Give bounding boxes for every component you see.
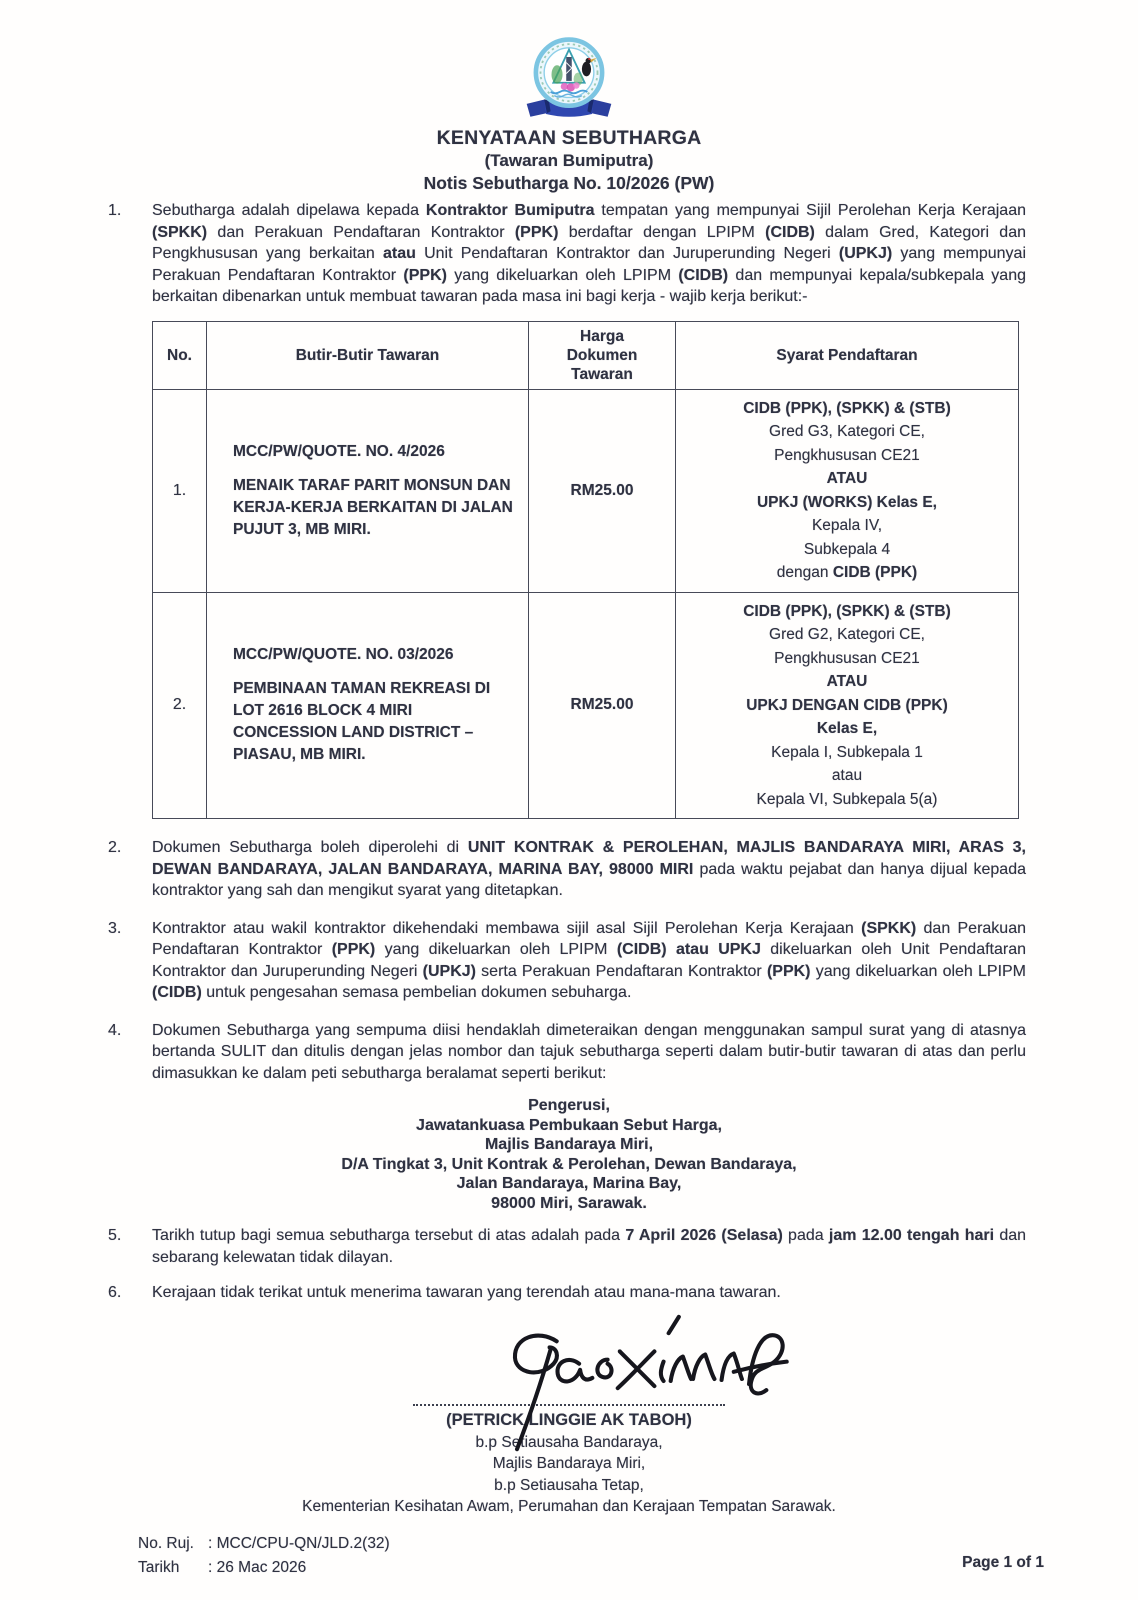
document-subtitle: (Tawaran Bumiputra) [484, 151, 654, 170]
quote-number: MCC/PW/QUOTE. NO. 03/2026 [233, 646, 454, 664]
signatory-title-line: Majlis Bandaraya Miri, [492, 1455, 646, 1472]
date-label: Tarikh [138, 1558, 180, 1576]
col-header-butir: Butir-Butir Tawaran [207, 321, 529, 389]
tender-details-cell [207, 389, 529, 592]
clause-text: Dokumen Sebutharga yang sempuma diisi hendaklah dimeteraikan dengan menggunakan sampul surat yang di atasnya bertanda SULIT dan ditulis dengan jelas nombor dan tajuk sebutharga seperti dalam butir-butir tawaran di atas dan perlu dimasukkan ke dalam peti sebutharga beralamat seperti berikut: [152, 1021, 1026, 1082]
miri-city-council-crest-logo [509, 34, 629, 126]
clause-text: Dokumen Sebutharga boleh diperolehi di UNIT KONTRAK & PEROLEHAN, MAJLIS BANDARAYA MIRI, ARAS 3, DEWAN BANDARAYA, JALAN BANDARAYA, MARINA BAY, 98000 MIRI pada waktu pejabat dan hanya dijual kepada kontraktor yang sah dan mengikut syarat yang ditetapkan. [152, 839, 1027, 899]
requirement-line: CIDB (PPK), (SPKK) & (STB) [743, 399, 951, 417]
reference-label: No. Ruj. [138, 1534, 194, 1552]
clause-6 [108, 1282, 1026, 1304]
quote-number: MCC/PW/QUOTE. NO. 4/2026 [233, 442, 445, 460]
reference-number-row [138, 1532, 1138, 1556]
address-line: Pengerusi, [528, 1097, 610, 1114]
reference-value: : MCC/CPU-QN/JLD.2(32) [208, 1534, 390, 1552]
clause-5 [108, 1225, 1026, 1268]
signatory-title-line: b.p Setiausaha Bandaraya, [475, 1433, 663, 1451]
document-header [0, 0, 1138, 194]
address-line: Majlis Bandaraya Miri, [484, 1136, 654, 1153]
requirement-line: ATAU [826, 673, 868, 690]
col-header-no: No. [153, 321, 207, 389]
registration-requirements-cell [676, 592, 1019, 819]
date-value: : 26 Mac 2026 [208, 1558, 307, 1576]
clause-number: 2. [108, 839, 122, 856]
clause-2 [108, 837, 1026, 902]
signature-block [0, 1316, 1138, 1518]
col-header-syarat: Syarat Pendaftaran [676, 321, 1019, 389]
signature-scribble [459, 1308, 805, 1456]
requirement-line: UPKJ (WORKS) Kelas E, [756, 493, 937, 511]
clause-3 [108, 918, 1026, 1004]
table-row [153, 592, 1019, 819]
clause-number: 1. [108, 202, 122, 219]
requirement-line: dengan CIDB (PPK) [776, 564, 918, 581]
tender-details-cell [207, 592, 529, 819]
table-row [153, 389, 1019, 592]
clause-number: 6. [108, 1284, 122, 1301]
signature-line-area [413, 1316, 725, 1406]
submission-address-block [0, 1096, 1138, 1213]
requirement-line: ATAU [826, 470, 868, 487]
requirement-line: atau [831, 767, 863, 784]
requirement-line: Kepala VI, Subkepala 5(a) [756, 790, 938, 808]
signatory-name: (PETRICK LINGGIE AK TABOH) [446, 1410, 692, 1429]
registration-requirements-cell [676, 389, 1019, 592]
requirement-line: Gred G3, Kategori CE, [769, 423, 925, 440]
document-title: KENYATAAN SEBUTHARGA [436, 127, 702, 149]
requirement-line: Pengkhususan CE21 [774, 446, 920, 464]
address-line: 98000 Miri, Sarawak. [491, 1194, 647, 1212]
requirement-line: Subkepala 4 [803, 540, 891, 558]
address-line: Jawatankuasa Pembukaan Sebut Harga, [416, 1116, 722, 1134]
table-header-row [153, 321, 1019, 389]
requirement-line: Kepala I, Subkepala 1 [771, 743, 923, 761]
work-description: PEMBINAAN TAMAN REKREASI DI LOT 2616 BLOCK 4 MIRI CONCESSION LAND DISTRICT – PIASAU, MB MIRI. [233, 680, 491, 764]
address-line: D/A Tingkat 3, Unit Kontrak & Perolehan, Dewan Bandaraya, [341, 1155, 797, 1173]
address-line: Jalan Bandaraya, Marina Bay, [456, 1175, 682, 1192]
requirement-line: Kelas E, [816, 720, 878, 737]
row-number: 1. [153, 389, 207, 592]
document-price: RM25.00 [529, 592, 676, 819]
clause-text: Sebutharga adalah dipelawa kepada Kontraktor Bumiputra tempatan yang mempunyai Sijil Perolehan Kerja Kerajaan (SPKK) dan Perakuan Pendaftaran Kontraktor (PPK) berdaftar dengan LPIPM (CIDB) dalam Gred, Kategori dan Pengkhususan yang berkaitan atau Unit Pendaftaran Kontraktor dan Juruperunding Negeri (UPKJ) yang mempunyai Perakuan Pendaftaran Kontraktor (PPK) yang dikeluarkan oleh LPIPM (CIDB) dan mempunyai kepala/subkepala yang berkaitan dibenarkan untuk membuat tawaran pada masa ini bagi kerja - wajib kerja berikut:- [152, 202, 1027, 305]
notice-number: Notis Sebutharga No. 10/2026 (PW) [423, 173, 715, 193]
tender-table [152, 321, 1019, 820]
clause-text: Tarikh tutup bagi semua sebutharga tersebut di atas adalah pada 7 April 2026 (Selasa) pada jam 12.00 tengah hari dan sebarang kelewatan tidak dilayan. [152, 1227, 1027, 1266]
requirement-line: Kepala IV, [811, 517, 883, 534]
clause-number: 3. [108, 919, 122, 937]
row-number: 2. [153, 592, 207, 819]
signatory-title-line: Kementerian Kesihatan Awam, Perumahan dan Kerajaan Tempatan Sarawak. [302, 1498, 836, 1515]
clause-number: 5. [108, 1227, 122, 1244]
requirement-line: CIDB (PPK), (SPKK) & (STB) [743, 602, 951, 620]
clause-4 [108, 1020, 1026, 1085]
clause-1 [108, 200, 1026, 308]
document-price: RM25.00 [529, 389, 676, 592]
signatory-title-line: b.p Setiausaha Tetap, [494, 1476, 644, 1494]
requirement-line: Gred G2, Kategori CE, [769, 626, 925, 643]
requirement-line: Pengkhususan CE21 [774, 649, 920, 667]
col-header-harga: Harga Dokumen Tawaran [529, 321, 676, 389]
work-description: MENAIK TARAF PARIT MONSUN DAN KERJA-KERJA BERKAITAN DI JALAN PUJUT 3, MB MIRI. [233, 476, 513, 538]
page-number: Page 1 of 1 [962, 1554, 1044, 1571]
clause-number: 4. [108, 1021, 122, 1039]
clause-text: Kerajaan tidak terikat untuk menerima tawaran yang terendah atau mana-mana tawaran. [152, 1284, 781, 1301]
clause-text: Kontraktor atau wakil kontraktor dikehendaki membawa sijil asal Sijil Perolehan Kerja Kerajaan (SPKK) dan Perakuan Pendaftaran Kontraktor (PPK) yang dikeluarkan oleh LPIPM (CIDB) atau UPKJ dikeluarkan oleh Unit Pendaftaran Kontraktor dan Juruperunding Negeri (UPKJ) serta Perakuan Pendaftaran Kontraktor (PPK) yang dikeluarkan oleh LPIPM (CIDB) untuk pengesahan semasa pembelian dokumen sebuharga. [152, 919, 1027, 1001]
requirement-line: UPKJ DENGAN CIDB (PPK) [746, 696, 948, 714]
